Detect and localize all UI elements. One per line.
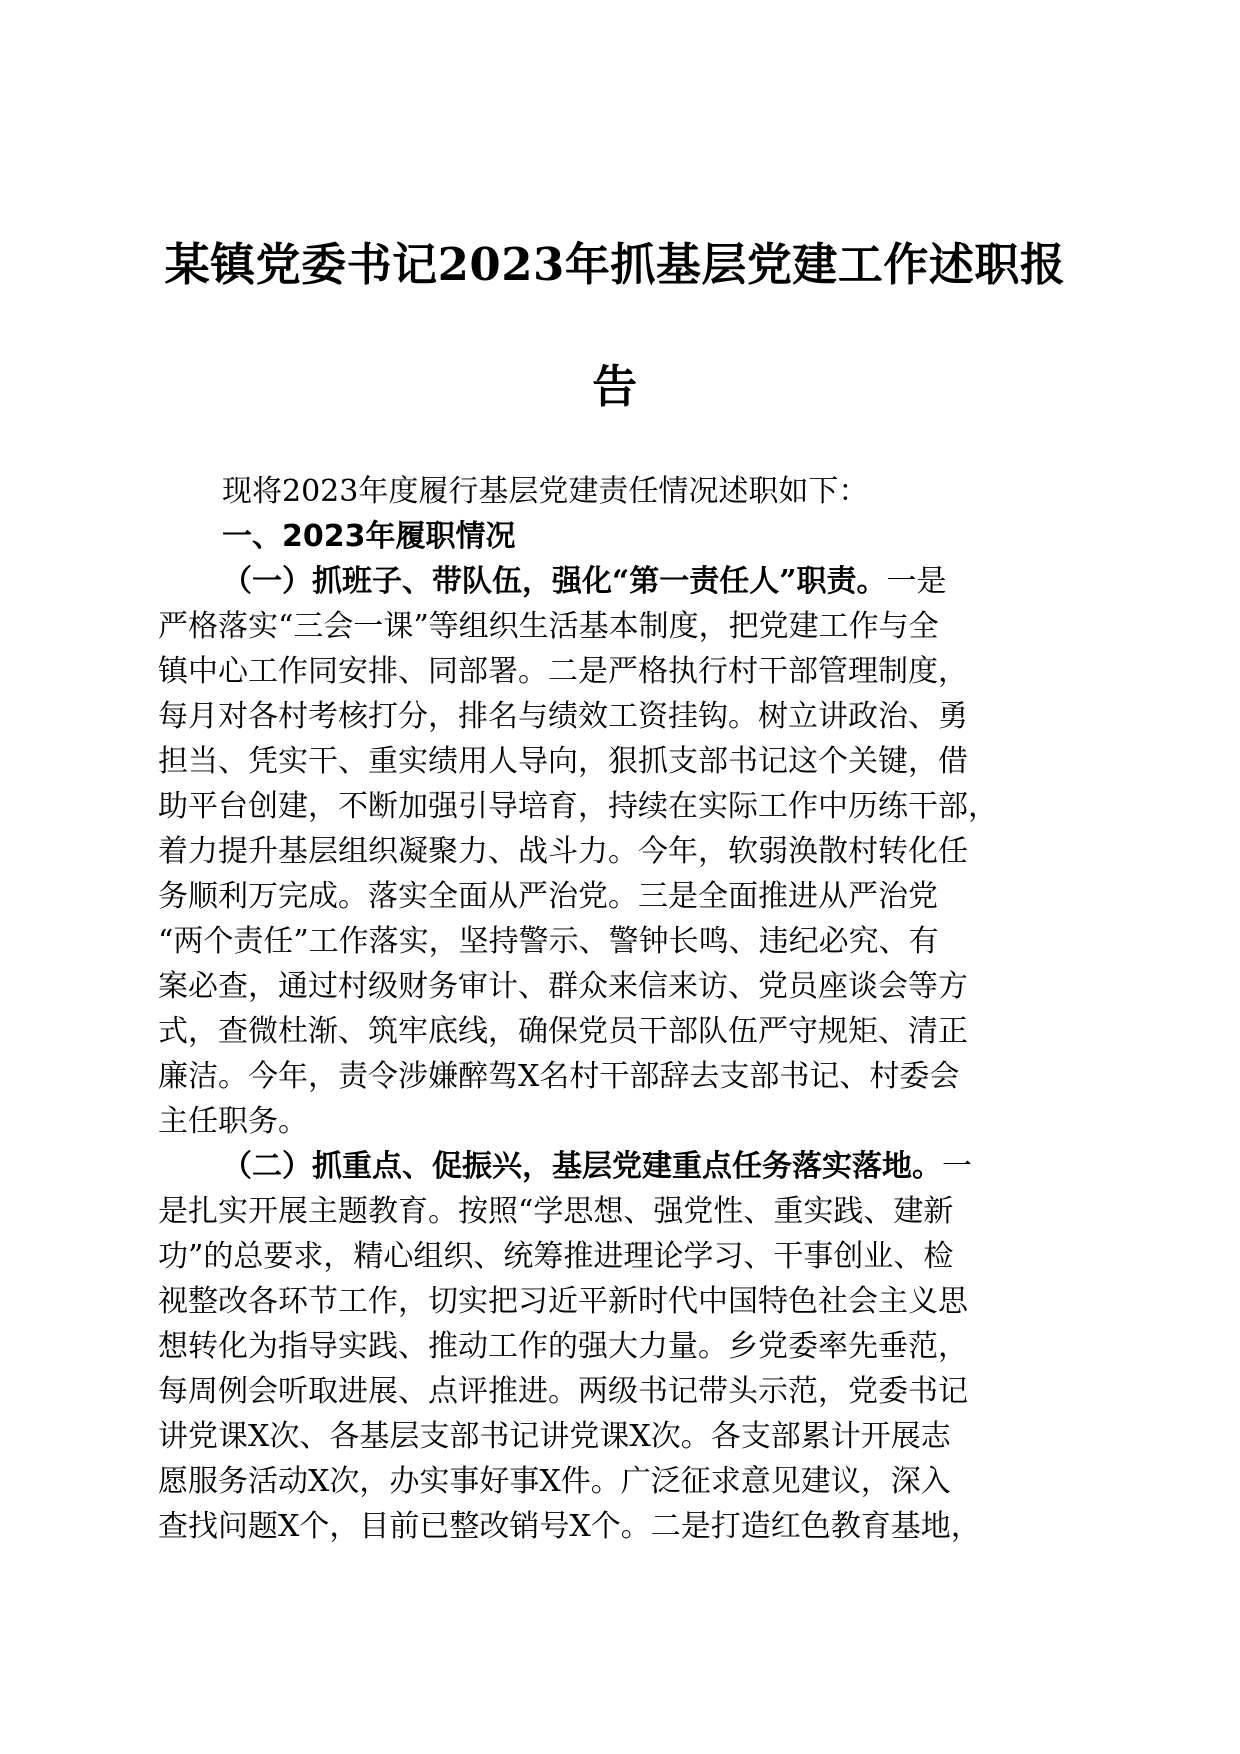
- part1-line: 案必查，通过村级财务审计、群众来信来访、党员座谈会等方: [158, 969, 968, 1004]
- intro-text: 现将2023年度履行基层党建责任情况述职如下：: [222, 474, 869, 509]
- part1-line: 主任职务。: [158, 1104, 308, 1139]
- part1-line: 每月对各村考核打分，排名与绩效工资挂钩。树立讲政治、勇: [158, 699, 968, 734]
- part1-line: 助平台创建，不断加强引导培育，持续在实际工作中历练干部，: [158, 789, 998, 824]
- intro-paragraph: [158, 472, 1098, 512]
- part2-line: 想转化为指导实践、推动工作的强大力量。乡党委率先垂范，: [158, 1329, 968, 1364]
- part2-line: 视整改各环节工作，切实把习近平新时代中国特色社会主义思: [158, 1284, 968, 1319]
- part1-subhead: （一）抓班子、带队伍，强化“第一责任人”职责。: [222, 564, 887, 599]
- part1-line: 严格落实“三会一课”等组织生活基本制度，把党建工作与全: [158, 609, 939, 644]
- part1-line: 务顺利万完成。落实全面从严治党。三是全面推进从严治党: [158, 879, 938, 914]
- part1-line: 式，查微杜渐、筑牢底线，确保党员干部队伍严守规矩、清正: [158, 1014, 968, 1049]
- part1-text: 一是: [886, 564, 947, 599]
- section-heading: [158, 517, 1098, 557]
- part1-line: 镇中心工作同安排、同部署。二是严格执行村干部管理制度，: [158, 654, 968, 689]
- document-title-line-1: 某镇党委书记2023年抓基层党建工作述职报: [164, 238, 1066, 291]
- part1-line: 担当、凭实干、重实绩用人导向，狠抓支部书记这个关键，借: [158, 744, 968, 779]
- part2-line: 查找问题X个，目前已整改销号X个。二是打造红色教育基地，: [158, 1509, 981, 1544]
- part1-line: “两个责任”工作落实，坚持警示、警钟长鸣、违纪必究、有: [158, 924, 939, 959]
- part2-line: 讲党课X次、各基层支部书记讲党课X次。各支部累计开展志: [158, 1419, 951, 1454]
- part2-line: 功”的总要求，精心组织、统筹推进理论学习、干事创业、检: [158, 1239, 954, 1274]
- part2-line: 愿服务活动X次，办实事好事X件。广泛征求意见建议，深入: [158, 1464, 951, 1499]
- document-title-line-2: 告: [592, 360, 638, 413]
- part2-line: [158, 1147, 1098, 1187]
- part2-line: 每周例会听取进展、点评推进。两级书记带头示范，党委书记: [158, 1374, 968, 1409]
- part1-line: 着力提升基层组织凝聚力、战斗力。今年，软弱涣散村转化任: [158, 834, 968, 869]
- section-heading-text: 一、2023年履职情况: [222, 519, 516, 554]
- part1-line: [158, 562, 1098, 602]
- part2-line: 是扎实开展主题教育。按照“学思想、强党性、重实践、建新: [158, 1194, 954, 1229]
- part2-subhead: （二）抓重点、促振兴，基层党建重点任务落实落地。: [222, 1149, 942, 1184]
- part2-text: 一: [942, 1149, 972, 1184]
- part1-line: 廉洁。今年，责令涉嫌醉驾X名村干部辞去支部书记、村委会: [158, 1059, 960, 1094]
